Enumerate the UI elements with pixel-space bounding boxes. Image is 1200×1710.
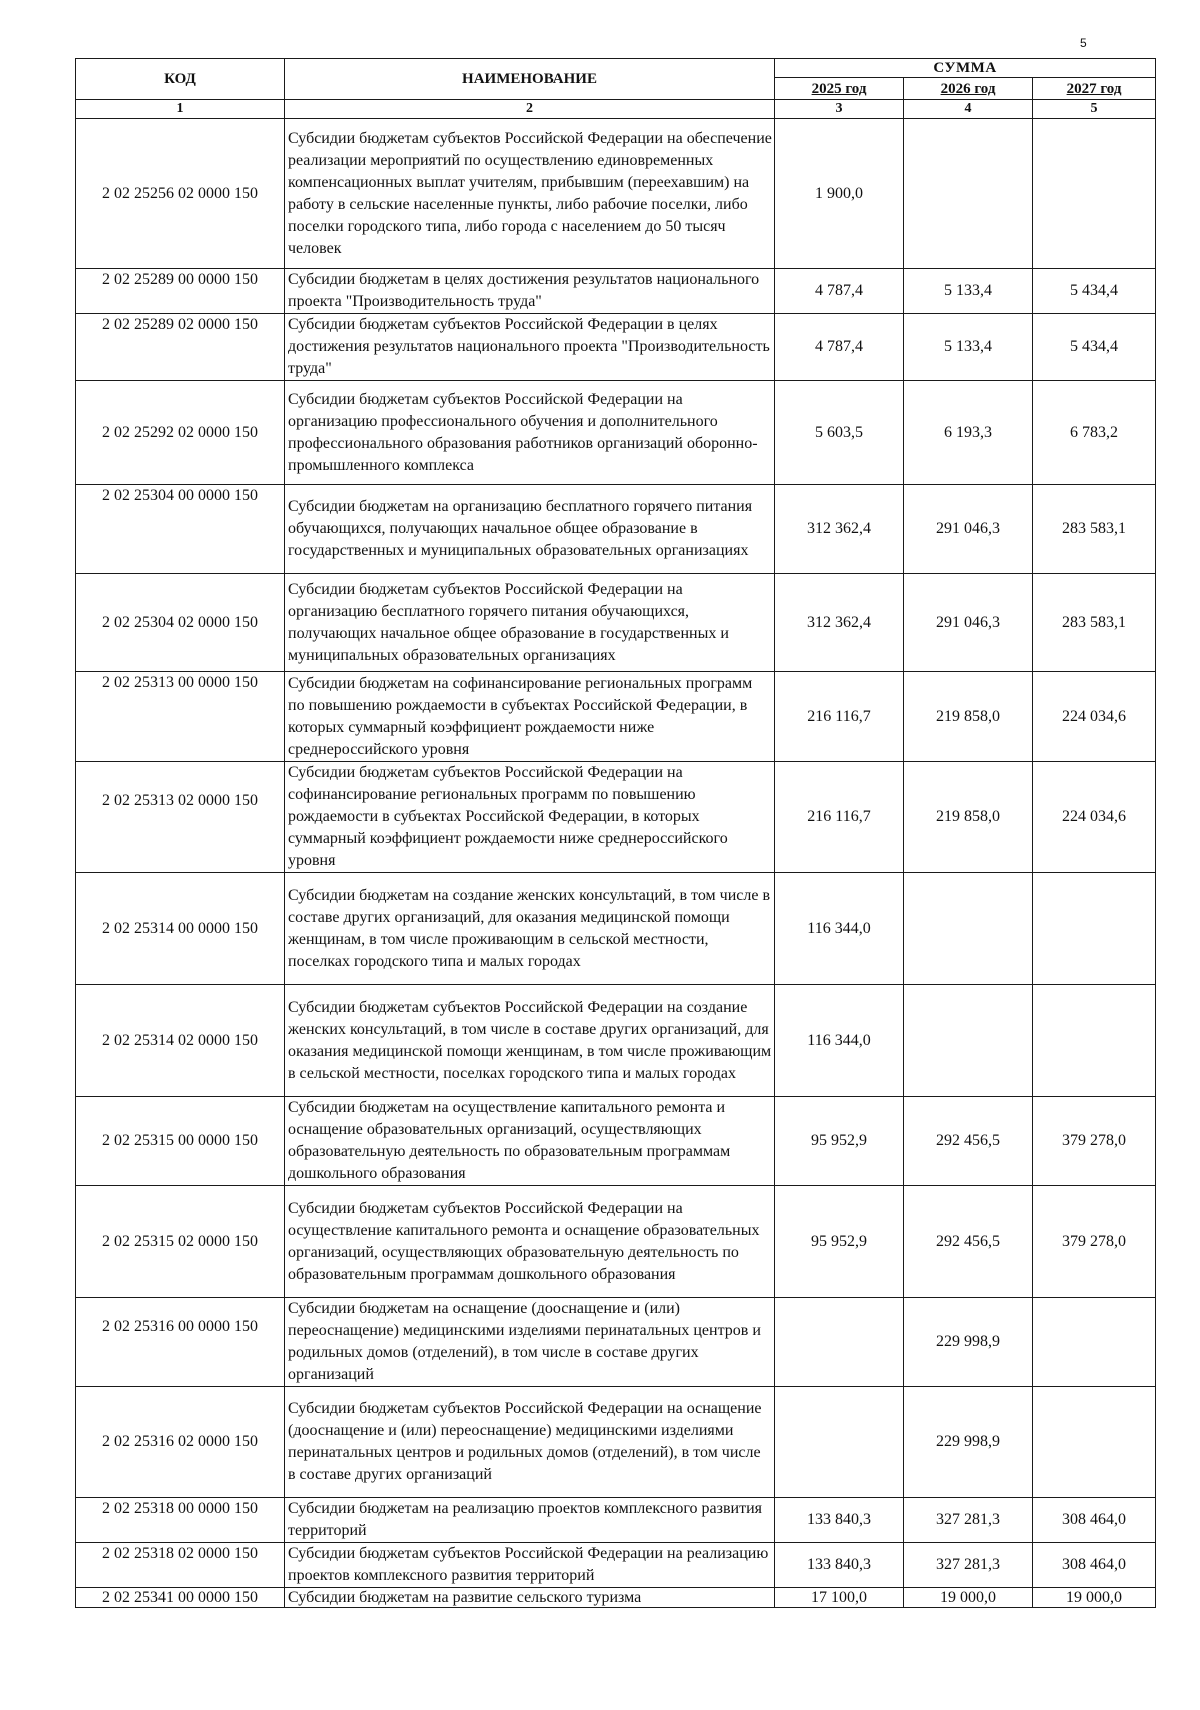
row-name: Субсидии бюджетам субъектов Российской Федерации на обеспечение реализации мероприятий по осуществлению единовременных компенсационных выплат учителям, прибывшим (переехавшим) на работу в сельские населенные пункты, либо рабочие поселки, либо поселки городского типа, либо города с населением до 50 тысяч человек — [285, 119, 775, 269]
row-name: Субсидии бюджетам на развитие сельского туризма — [285, 1588, 775, 1608]
table-row — [76, 1387, 1156, 1498]
row-name: Субсидии бюджетам субъектов Российской Федерации на софинансирование региональных программ по повышению рождаемости в субъектах Российской Федерации, в которых суммарный коэффициент рождаемости ниже среднероссийского уровня — [285, 762, 775, 873]
row-value-2027: 224 034,6 — [1033, 762, 1156, 873]
row-name: Субсидии бюджетам субъектов Российской Федерации на реализацию проектов комплексного развития территорий — [285, 1543, 775, 1588]
table-row — [76, 985, 1156, 1097]
row-code: 2 02 25289 02 0000 150 — [76, 314, 285, 381]
row-value-2025: 133 840,3 — [775, 1543, 904, 1588]
row-code: 2 02 25292 02 0000 150 — [76, 381, 285, 485]
row-code: 2 02 25315 02 0000 150 — [76, 1186, 285, 1298]
row-value-2026: 5 133,4 — [904, 269, 1033, 314]
row-value-2026: 291 046,3 — [904, 574, 1033, 672]
row-value-2026: 229 998,9 — [904, 1387, 1033, 1498]
table-row — [76, 672, 1156, 762]
row-value-2027 — [1033, 119, 1156, 269]
row-value-2026 — [904, 873, 1033, 985]
row-name: Субсидии бюджетам на осуществление капитального ремонта и оснащение образовательных организаций, осуществляющих образовательную деятельность по образовательным программам дошкольного образования — [285, 1097, 775, 1186]
row-value-2027: 224 034,6 — [1033, 672, 1156, 762]
header-year-2026: 2026 год — [904, 78, 1033, 100]
row-value-2027: 379 278,0 — [1033, 1186, 1156, 1298]
row-value-2026: 292 456,5 — [904, 1186, 1033, 1298]
row-value-2027: 283 583,1 — [1033, 485, 1156, 574]
row-name: Субсидии бюджетам на создание женских консультаций, в том числе в составе других организаций, для оказания медицинской помощи женщинам, в том числе проживающим в сельской местности, поселках городского типа и малых городах — [285, 873, 775, 985]
row-code: 2 02 25313 02 0000 150 — [76, 762, 285, 873]
header-year-2027: 2027 год — [1033, 78, 1156, 100]
row-value-2026: 19 000,0 — [904, 1588, 1033, 1608]
row-name: Субсидии бюджетам на организацию бесплатного горячего питания обучающихся, получающих начальное общее образование в государственных и муниципальных образовательных организациях — [285, 485, 775, 574]
row-code: 2 02 25289 00 0000 150 — [76, 269, 285, 314]
column-number-2: 2 — [285, 100, 775, 119]
table-row — [76, 119, 1156, 269]
row-name: Субсидии бюджетам на реализацию проектов комплексного развития территорий — [285, 1498, 775, 1543]
column-number-5: 5 — [1033, 100, 1156, 119]
row-code: 2 02 25304 00 0000 150 — [76, 485, 285, 574]
row-value-2027: 308 464,0 — [1033, 1543, 1156, 1588]
row-value-2026: 292 456,5 — [904, 1097, 1033, 1186]
header-year-2025: 2025 год — [775, 78, 904, 100]
row-value-2027: 6 783,2 — [1033, 381, 1156, 485]
table-row — [76, 762, 1156, 873]
row-value-2027: 5 434,4 — [1033, 269, 1156, 314]
row-value-2025 — [775, 1387, 904, 1498]
row-code: 2 02 25304 02 0000 150 — [76, 574, 285, 672]
row-value-2025: 5 603,5 — [775, 381, 904, 485]
header-code: КОД — [76, 59, 285, 100]
row-value-2025: 95 952,9 — [775, 1097, 904, 1186]
row-value-2025: 1 900,0 — [775, 119, 904, 269]
row-name: Субсидии бюджетам на софинансирование региональных программ по повышению рождаемости в субъектах Российской Федерации, в которых суммарный коэффициент рождаемости ниже среднероссийского уровня — [285, 672, 775, 762]
column-number-1: 1 — [76, 100, 285, 119]
table-row — [76, 314, 1156, 381]
row-value-2027: 19 000,0 — [1033, 1588, 1156, 1608]
row-name: Субсидии бюджетам субъектов Российской Федерации на осуществление капитального ремонта и оснащение образовательных организаций, осуществляющих образовательную деятельность по образовательным программам дошкольного образования — [285, 1186, 775, 1298]
row-value-2026: 229 998,9 — [904, 1298, 1033, 1387]
table-row — [76, 269, 1156, 314]
header-sum: СУММА — [775, 59, 1156, 78]
row-value-2026: 5 133,4 — [904, 314, 1033, 381]
row-code: 2 02 25341 00 0000 150 — [76, 1588, 285, 1608]
header-name: НАИМЕНОВАНИЕ — [285, 59, 775, 100]
row-value-2027 — [1033, 873, 1156, 985]
row-name: Субсидии бюджетам субъектов Российской Федерации на организацию профессионального обучения и дополнительного профессионального образования работников организаций оборонно-промышленного комплекса — [285, 381, 775, 485]
row-value-2027 — [1033, 1387, 1156, 1498]
row-value-2025: 116 344,0 — [775, 985, 904, 1097]
row-code: 2 02 25315 00 0000 150 — [76, 1097, 285, 1186]
table-row — [76, 485, 1156, 574]
row-value-2026: 327 281,3 — [904, 1498, 1033, 1543]
table-body — [76, 119, 1156, 1608]
row-value-2025: 4 787,4 — [775, 314, 904, 381]
table-row — [76, 1498, 1156, 1543]
row-value-2027 — [1033, 985, 1156, 1097]
row-value-2025: 312 362,4 — [775, 574, 904, 672]
row-value-2026: 291 046,3 — [904, 485, 1033, 574]
row-value-2027: 283 583,1 — [1033, 574, 1156, 672]
row-code: 2 02 25314 02 0000 150 — [76, 985, 285, 1097]
row-value-2027: 379 278,0 — [1033, 1097, 1156, 1186]
row-value-2025: 4 787,4 — [775, 269, 904, 314]
row-name: Субсидии бюджетам субъектов Российской Федерации на оснащение (дооснащение и (или) переоснащение) медицинскими изделиями перинатальных центров и родильных домов (отделений), в том числе в составе других организаций — [285, 1387, 775, 1498]
table-header — [76, 59, 1156, 119]
row-name: Субсидии бюджетам на оснащение (дооснащение и (или) переоснащение) медицинскими изделиями перинатальных центров и родильных домов (отделений), в том числе в составе других организаций — [285, 1298, 775, 1387]
row-code: 2 02 25316 00 0000 150 — [76, 1298, 285, 1387]
row-value-2026: 327 281,3 — [904, 1543, 1033, 1588]
row-value-2025: 312 362,4 — [775, 485, 904, 574]
row-name: Субсидии бюджетам в целях достижения результатов национального проекта "Производительность труда" — [285, 269, 775, 314]
row-name: Субсидии бюджетам субъектов Российской Федерации в целях достижения результатов национального проекта "Производительность труда" — [285, 314, 775, 381]
row-name: Субсидии бюджетам субъектов Российской Федерации на создание женских консультаций, в том числе в составе других организаций, для оказания медицинской помощи женщинам, в том числе проживающим в сельской местности, поселках городского типа и малых городах — [285, 985, 775, 1097]
row-value-2027 — [1033, 1298, 1156, 1387]
row-value-2026: 219 858,0 — [904, 672, 1033, 762]
row-name: Субсидии бюджетам субъектов Российской Федерации на организацию бесплатного горячего питания обучающихся, получающих начальное общее образование в государственных и муниципальных образовательных организациях — [285, 574, 775, 672]
row-value-2026: 219 858,0 — [904, 762, 1033, 873]
table-row — [76, 1097, 1156, 1186]
row-code: 2 02 25318 02 0000 150 — [76, 1543, 285, 1588]
page-number: 5 — [1080, 36, 1087, 50]
row-value-2026 — [904, 985, 1033, 1097]
row-value-2025: 116 344,0 — [775, 873, 904, 985]
row-code: 2 02 25314 00 0000 150 — [76, 873, 285, 985]
row-code: 2 02 25313 00 0000 150 — [76, 672, 285, 762]
row-value-2025: 216 116,7 — [775, 762, 904, 873]
column-number-4: 4 — [904, 100, 1033, 119]
row-code: 2 02 25316 02 0000 150 — [76, 1387, 285, 1498]
table-row — [76, 381, 1156, 485]
row-value-2027: 308 464,0 — [1033, 1498, 1156, 1543]
table-row — [76, 873, 1156, 985]
table-row — [76, 1298, 1156, 1387]
row-value-2027: 5 434,4 — [1033, 314, 1156, 381]
table-row — [76, 1186, 1156, 1298]
row-value-2025: 216 116,7 — [775, 672, 904, 762]
table-row — [76, 574, 1156, 672]
row-value-2026: 6 193,3 — [904, 381, 1033, 485]
row-value-2025 — [775, 1298, 904, 1387]
row-value-2025: 95 952,9 — [775, 1186, 904, 1298]
row-code: 2 02 25256 02 0000 150 — [76, 119, 285, 269]
row-value-2025: 133 840,3 — [775, 1498, 904, 1543]
row-value-2025: 17 100,0 — [775, 1588, 904, 1608]
column-number-3: 3 — [775, 100, 904, 119]
table-row — [76, 1588, 1156, 1608]
table-row — [76, 1543, 1156, 1588]
row-value-2026 — [904, 119, 1033, 269]
budget-table — [75, 58, 1156, 1608]
row-code: 2 02 25318 00 0000 150 — [76, 1498, 285, 1543]
